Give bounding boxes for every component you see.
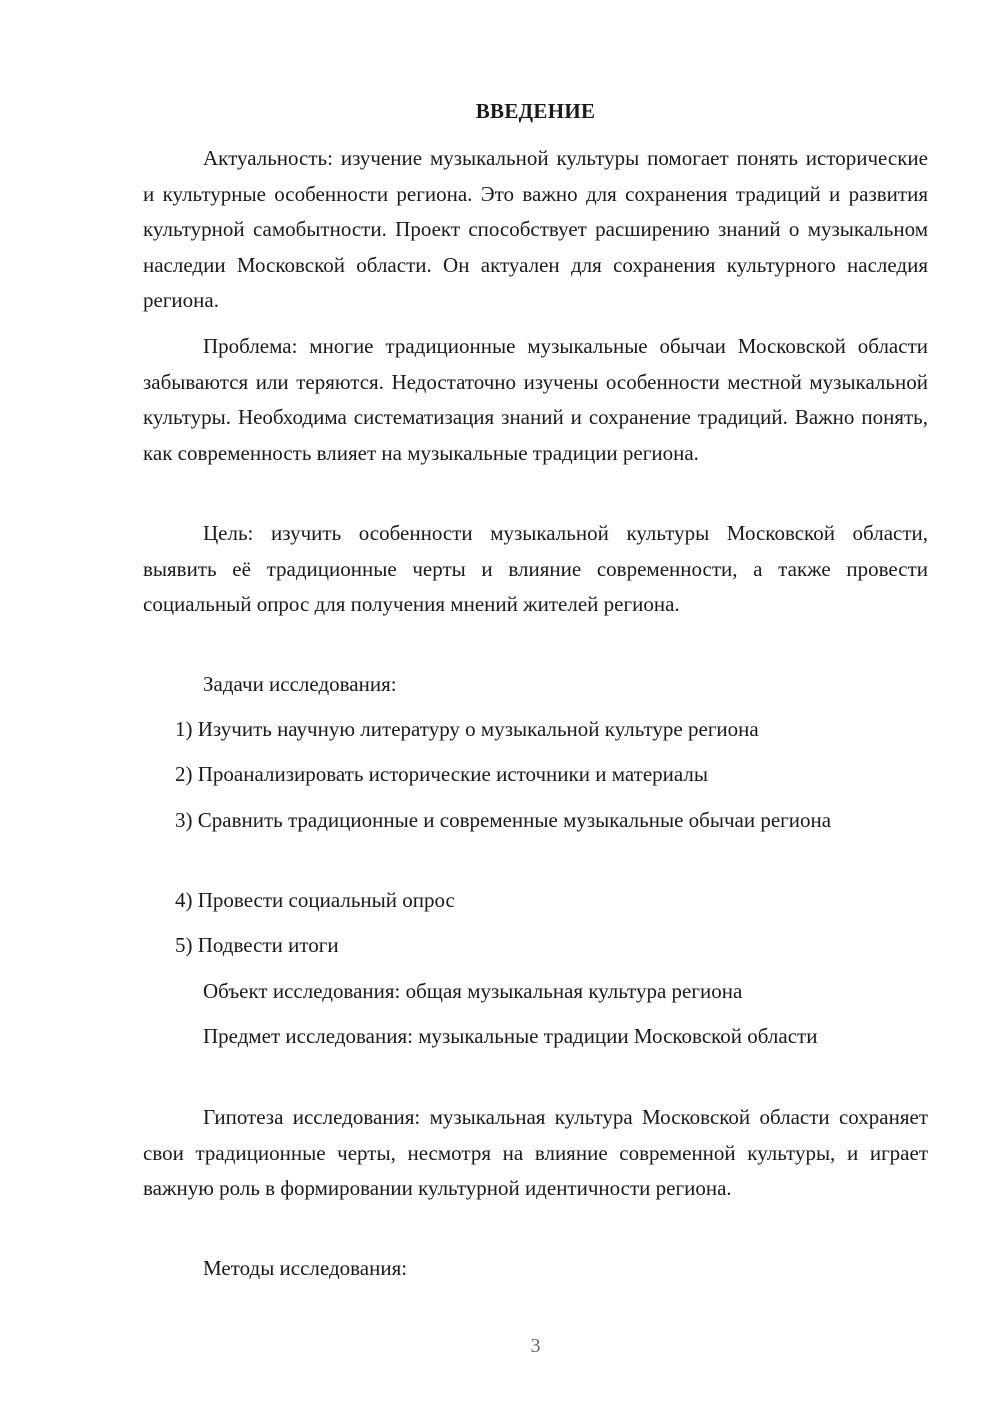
object-section bbox=[143, 974, 928, 1010]
paragraph-problem: Проблема: многие традиционные музыкальные обычаи Московской области забываются или теряются. Недостаточно изучены особенности местной музыкальной культуры. Необходима систематизация знаний и сохранение традиций. Важно понять, как современность влияет на музыкальные традиции региона. bbox=[143, 334, 928, 465]
paragraph-subject: Предмет исследования: музыкальные традиции Московской области bbox=[203, 1024, 818, 1048]
goal-section bbox=[143, 516, 928, 623]
hypothesis-section bbox=[143, 1100, 928, 1207]
paragraph-object: Объект исследования: общая музыкальная культура региона bbox=[203, 979, 743, 1003]
paragraph-hypothesis: Гипотеза исследования: музыкальная культура Московской области сохраняет свои традиционные черты, несмотря на влияние современной культуры, и играет важную роль в формировании культурной идентичности региона. bbox=[143, 1105, 928, 1200]
task-item-3: 3) Сравнить традиционные и современные музыкальные обычаи региона bbox=[175, 808, 832, 832]
subject-section bbox=[143, 1019, 928, 1055]
methods-heading: Методы исследования: bbox=[203, 1256, 408, 1280]
task-list-item bbox=[143, 803, 928, 839]
task-item-2: 2) Проанализировать исторические источники и материалы bbox=[175, 762, 708, 786]
page-number: 3 bbox=[530, 1335, 541, 1357]
tasks-heading: Задачи исследования: bbox=[203, 672, 397, 696]
task-list-item bbox=[143, 883, 928, 919]
page-title: ВВЕДЕНИЕ bbox=[475, 99, 596, 123]
task-item-4: 4) Провести социальный опрос bbox=[175, 888, 455, 912]
paragraph-goal: Цель: изучить особенности музыкальной культуры Московской области, выявить её традиционные черты и влияние современности, а также провести социальный опрос для получения мнений жителей региона. bbox=[143, 521, 928, 616]
document-page bbox=[143, 0, 928, 1414]
relevance-section bbox=[143, 141, 928, 319]
task-item-5: 5) Подвести итоги bbox=[175, 933, 339, 957]
task-item-1: 1) Изучить научную литературу о музыкальной культуре региона bbox=[175, 717, 759, 741]
tasks-heading-section bbox=[143, 667, 928, 703]
task-list-item bbox=[143, 757, 928, 793]
task-list-item bbox=[143, 712, 928, 748]
task-list-item bbox=[143, 928, 928, 964]
methods-heading-section bbox=[143, 1251, 928, 1287]
problem-section bbox=[143, 329, 928, 471]
paragraph-relevance: Актуальность: изучение музыкальной культуры помогает понять исторические и культурные особенности региона. Это важно для сохранения традиций и развития культурной самобытности. Проект способствует расширению знаний о музыкальном наследии Московской области. Он актуален для сохранения культурного наследия региона. bbox=[143, 146, 928, 312]
